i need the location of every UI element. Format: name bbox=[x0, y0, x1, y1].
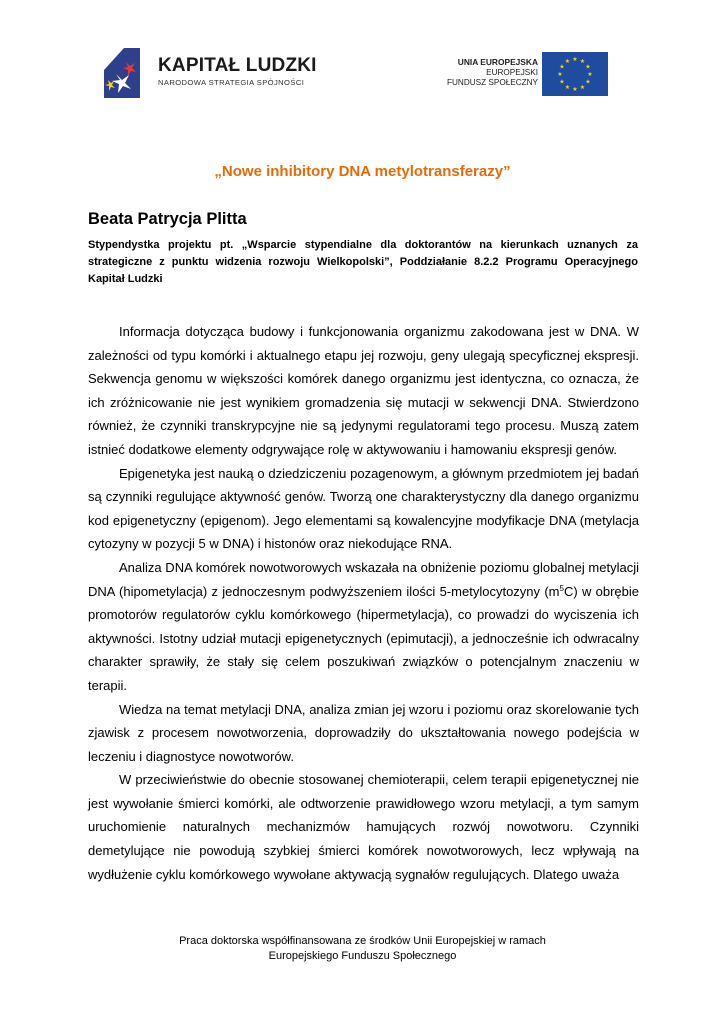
paragraph: W przeciwieństwie do obecnie stosowanej chemioterapii, celem terapii epigenetycznej nie jest wywołanie śmierci komórki, ale odtworzenie prawidłowego wzoru metylacji, a tym samym uruchomienie naturalnych mechanizmów hamujących rozwój nowotworu. Czynniki demetylujące nie powodują szybkiej śmierci komórek nowotworowych, lecz wpływają na wydłużenie cyklu komórkowego wywołane aktywacją sygnałów regulujących. Dlatego uważa bbox=[88, 772, 639, 882]
svg-text:★: ★ bbox=[572, 86, 578, 93]
svg-text:★: ★ bbox=[579, 58, 586, 65]
svg-text:★: ★ bbox=[564, 84, 571, 91]
eu-fund-line2: FUNDUSZ SPOŁECZNY bbox=[447, 78, 538, 87]
paragraph: Epigenetyka jest nauką o dziedziczeniu pozagenowym, a głównym przedmiotem jej badań są czynniki regulujące aktywność genów. Tworzą one charakterystyczny dla danego organizmu kod epigenetyczny (epigenom). Jego elementami są kowalencyjne modyfikacje DNA (metylacja cytozyny w pozycji 5 w DNA) i histonów oraz niekodujące RNA. bbox=[88, 465, 639, 552]
svg-text:★: ★ bbox=[557, 71, 563, 78]
eu-logo bbox=[440, 52, 610, 98]
page-footer bbox=[0, 934, 725, 964]
paragraph-text: Analiza DNA komórek nowotworowych wskazała na obniżenie poziomu globalnej metylacji DNA (hipometylacja) z jednoczesnym podwyższeniem ilości 5-metylocytozyny (m bbox=[88, 559, 639, 599]
svg-text:★: ★ bbox=[579, 84, 586, 91]
footer-line: Europejskiego Funduszu Społecznego bbox=[268, 950, 457, 962]
paragraph: Wiedza na temat metylacji DNA, analiza zmian jej wzoru i poziomu oraz skorelowanie tych zjawisk z procesem nowotworzenia, doprowadziły do ukształtowania nowego podejścia w leczeniu i diagnostyce nowotworów. bbox=[88, 701, 639, 764]
paragraph-text: C) w obrębie promotorów regulatorów cyklu komórkowego (hipermetylacja), co prowadzi do wyciszenia ich aktywności. Istotny udział mutacji epigenetycznych (epimutacji), a jednocześnie ich odwracalny charakter sprawiły, że stały się celem poszukiwań związków o potencjalnym znaczeniu w terapii. bbox=[88, 583, 639, 693]
kapital-ludzki-logo-icon bbox=[100, 44, 146, 100]
eu-flag-icon bbox=[542, 52, 608, 96]
footer-line: Praca doktorska współfinansowana ze środków Unii Europejskiej w ramach bbox=[179, 935, 546, 947]
eu-name: UNIA EUROPEJSKA bbox=[457, 57, 538, 67]
author-name: Beata Patrycja Plitta bbox=[88, 210, 247, 228]
paragraph bbox=[88, 556, 639, 698]
svg-text:★: ★ bbox=[572, 56, 578, 63]
kapital-ludzki-logo bbox=[100, 44, 330, 100]
paragraph: Informacja dotycząca budowy i funkcjonowania organizmu zakodowana jest w DNA. W zależności od typu komórki i aktualnego etapu jej rozwoju, geny ulegają specyficznej ekspresji. Sekwencja genomu w większości komórek danego organizmu jest identyczna, co oznacza, że ich zróżnicowanie nie jest wynikiem gromadzenia się mutacji w sekwencji DNA. Stwierdzono również, że czynniki transkrypcyjne nie są jedynymi regulatorami tego procesu. Muszą zatem istnieć dodatkowe elementy odgrywające rolę w aktywowaniu i hamowaniu ekspresji genów. bbox=[88, 324, 639, 457]
svg-text:★: ★ bbox=[559, 78, 565, 86]
document-body bbox=[88, 320, 639, 886]
kapital-ludzki-subtitle: NARODOWA STRATEGIA SPÓJNOŚCI bbox=[158, 78, 305, 87]
svg-text:★: ★ bbox=[564, 58, 571, 65]
svg-text:★: ★ bbox=[585, 63, 591, 71]
svg-text:★: ★ bbox=[559, 63, 565, 71]
svg-text:★: ★ bbox=[587, 71, 593, 78]
kapital-ludzki-title: KAPITAŁ LUDZKI bbox=[158, 55, 317, 76]
eu-fund-line1: EUROPEJSKI bbox=[486, 68, 538, 77]
author-affiliation: Stypendystka projektu pt. „Wsparcie stypendialne dla doktorantów na kierunkach uznanych za strategiczne z punktu widzenia rozwoju Wielkopolski”, Poddziałanie 8.2.2 Programu Operacyjnego Kapitał Ludzki bbox=[88, 239, 638, 285]
superscript: 5 bbox=[559, 583, 564, 593]
document-title: „Nowe inhibitory DNA metylotransferazy” bbox=[214, 163, 511, 180]
svg-text:★: ★ bbox=[585, 78, 591, 86]
